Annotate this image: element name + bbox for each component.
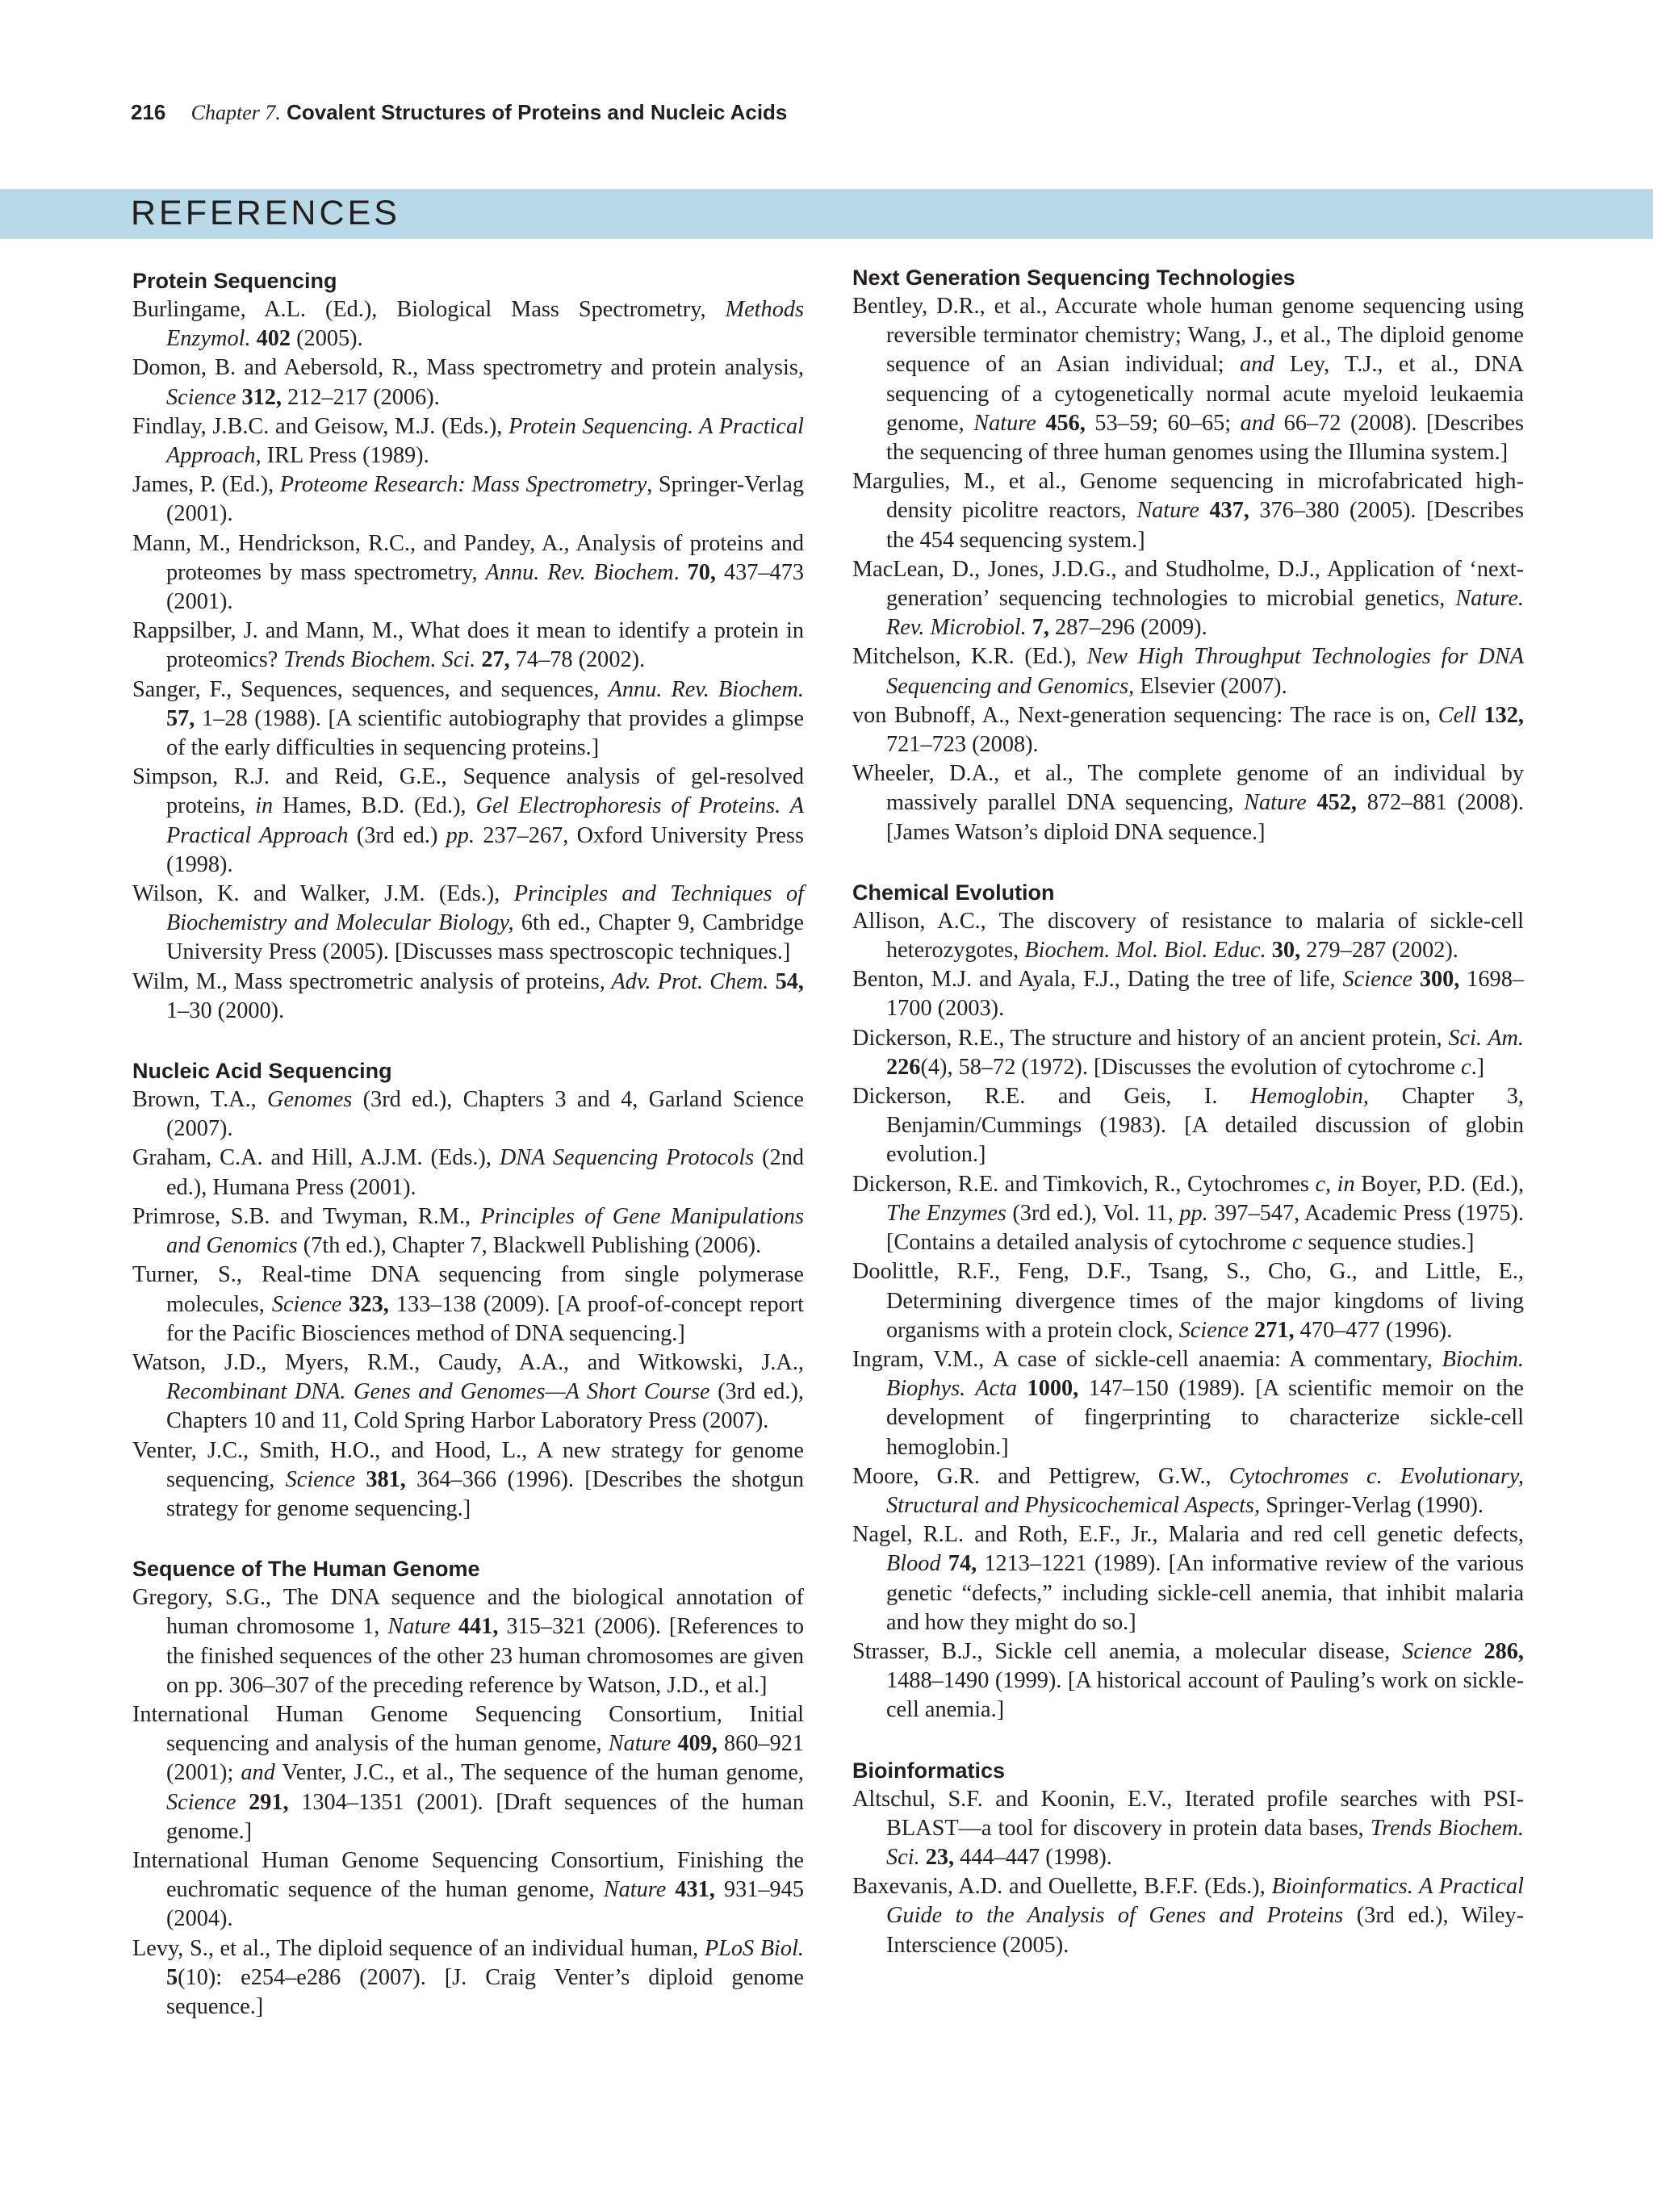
reference-entry: Rappsilber, J. and Mann, M., What does it mean to identify a protein in proteomics? Trends Biochem. Sci. 27, 74–78 (2002).	[132, 618, 804, 673]
reference-entry: Moore, G.R. and Pettigrew, G.W., Cytochromes c. Evolutionary, Structural and Physicochemical Aspects, Springer-Verlag (1990).	[852, 1463, 1525, 1518]
reference-entry: Dickerson, R.E. and Geis, I. Hemoglobin, Chapter 3, Benjamin/Cummings (1983). [A detailed discussion of globin evolution.]	[852, 1084, 1524, 1168]
section-heading: Sequence of The Human Genome	[132, 1557, 480, 1582]
reference-entry: Watson, J.D., Myers, R.M., Caudy, A.A., and Witkowski, J.A., Recombinant DNA. Genes and Genomes—A Short Course (3rd ed.), Chapters 10 and 11, Cold Spring Harbor Laboratory Press (2007).	[132, 1349, 805, 1434]
reference-entry: Nagel, R.L. and Roth, E.F., Jr., Malaria and red cell genetic defects, Blood 74, 1213–1221 (1989). [An informative review of the various genetic “defects,” including sickle-cell anemia, that inhibit malaria and how they might do so.]	[852, 1522, 1525, 1635]
left-column	[132, 266, 804, 2052]
section-heading: Protein Sequencing	[132, 269, 337, 293]
reference-entry: MacLean, D., Jones, J.D.G., and Studholme, D.J., Application of ‘next-generation’ sequencing technologies to microbial genetics, Nature. Rev. Microbiol. 7, 287–296 (2009).	[852, 556, 1524, 641]
reference-entry: Altschul, S.F. and Koonin, E.V., Iterated profile searches with PSI-BLAST—a tool for discovery in protein data bases, Trends Biochem. Sci. 23, 444–447 (1998).	[852, 1786, 1525, 1870]
reference-entry: Bentley, D.R., et al., Accurate whole human genome sequencing using reversible terminator chemistry; Wang, J., et al., The diploid genome sequence of an Asian individual; and Ley, T.J., et al., DNA sequencing of a cytogenetically normal acute myeloid leukaemia genome, Nature 456, 53–59; 60–65; and 66–72 (2008). [Describes the sequencing of three human genomes using the Illumina system.]	[852, 294, 1524, 466]
section-chemical-evolution	[852, 878, 1524, 1725]
section-heading: Bioinformatics	[852, 1758, 1006, 1783]
section-nucleic-acid-sequencing	[132, 1056, 804, 1524]
reference-entry: Doolittle, R.F., Feng, D.F., Tsang, S., Cho, G., and Little, E., Determining divergence times of the major kingdoms of living organisms with a protein clock, Science 271, 470–477 (1996).	[852, 1259, 1524, 1343]
section-title: REFERENCES	[131, 194, 400, 232]
section-heading: Chemical Evolution	[852, 880, 1055, 905]
reference-entry: Findlay, J.B.C. and Geisow, M.J. (Eds.), Protein Sequencing. A Practical Approach, IRL Press (1989).	[132, 413, 804, 469]
reference-entry: Mitchelson, K.R. (Ed.), New High Throughput Technologies for DNA Sequencing and Genomics, Elsevier (2007).	[852, 644, 1524, 699]
reference-entry: International Human Genome Sequencing Consortium, Initial sequencing and analysis of the human genome, Nature 409, 860–921 (2001); and Venter, J.C., et al., The sequence of the human genome, Science 291, 1304–1351 (2001). [Draft sequences of the human genome.]	[132, 1701, 805, 1844]
reference-entry: Benton, M.J. and Ayala, F.J., Dating the tree of life, Science 300, 1698–1700 (2003).	[852, 967, 1524, 1022]
reference-entry: Graham, C.A. and Hill, A.J.M. (Eds.), DNA Sequencing Protocols (2nd ed.), Humana Press (2001).	[132, 1145, 804, 1200]
chapter-title: Covalent Structures of Proteins and Nucleic Acids	[287, 100, 788, 124]
reference-entry: Domon, B. and Aebersold, R., Mass spectrometry and protein analysis, Science 312, 212–217 (2006).	[132, 355, 804, 410]
reference-entry: von Bubnoff, A., Next-generation sequencing: The race is on, Cell 132, 721–723 (2008).	[852, 702, 1524, 758]
reference-entry: Sanger, F., Sequences, sequences, and sequences, Annu. Rev. Biochem. 57, 1–28 (1988). [A scientific autobiography that provides a glimpse of the early difficulties in sequencing proteins.]	[132, 676, 805, 761]
section-next-generation-sequencing-technologies	[852, 263, 1524, 847]
page-number: 216	[131, 100, 166, 124]
reference-entry: Turner, S., Real-time DNA sequencing from single polymerase molecules, Science 323, 133–138 (2009). [A proof-of-concept report for the Pacific Biosciences method of DNA sequencing.]	[132, 1262, 805, 1346]
running-head	[131, 100, 787, 125]
reference-entry: Baxevanis, A.D. and Ouellette, B.F.F. (Eds.), Bioinformatics. A Practical Guide to the Analysis of Genes and Proteins (3rd ed.), Wiley-Interscience (2005).	[852, 1874, 1524, 1958]
reference-entry: Margulies, M., et al., Genome sequencing in microfabricated high-density picolitre reactors, Nature 437, 376–380 (2005). [Describes the 454 sequencing system.]	[852, 469, 1524, 553]
reference-entry: Allison, A.C., The discovery of resistance to malaria of sickle-cell heterozygotes, Biochem. Mol. Biol. Educ. 30, 279–287 (2002).	[852, 908, 1524, 964]
reference-entry: Burlingame, A.L. (Ed.), Biological Mass Spectrometry, Methods Enzymol. 402 (2005).	[132, 297, 804, 352]
reference-entry: Primrose, S.B. and Twyman, R.M., Principles of Gene Manipulations and Genomics (7th ed.), Chapter 7, Blackwell Publishing (2006).	[132, 1203, 804, 1259]
section-heading: Next Generation Sequencing Technologies	[852, 266, 1295, 290]
reference-entry: International Human Genome Sequencing Consortium, Finishing the euchromatic sequence of the human genome, Nature 431, 931–945 (2004).	[132, 1847, 804, 1932]
reference-entry: Gregory, S.G., The DNA sequence and the biological annotation of human chromosome 1, Nature 441, 315–321 (2006). [References to the finished sequences of the other 23 human chromosomes are given on pp. 306–307 of the preceding reference by Watson, J.D., et al.]	[132, 1585, 804, 1698]
reference-entry: Brown, T.A., Genomes (3rd ed.), Chapters 3 and 4, Garland Science (2007).	[132, 1087, 804, 1142]
reference-entry: Levy, S., et al., The diploid sequence of an individual human, PLoS Biol. 5(10): e254–e286 (2007). [J. Craig Venter’s diploid genome sequence.]	[132, 1935, 805, 2019]
right-column	[852, 263, 1524, 1991]
reference-entry: Dickerson, R.E., The structure and history of an ancient protein, Sci. Am. 226(4), 58–72 (1972). [Discusses the evolution of cytochrome c.]	[852, 1025, 1524, 1080]
reference-entry: Ingram, V.M., A case of sickle-cell anaemia: A commentary, Biochim. Biophys. Acta 1000, 147–150 (1989). [A scientific memoir on the development of fingerprinting to characterize sickle-cell hemoglobin.]	[852, 1346, 1524, 1460]
reference-entry: Venter, J.C., Smith, H.O., and Hood, L., A new strategy for genome sequencing, Science 381, 364–366 (1996). [Describes the shotgun strategy for genome sequencing.]	[132, 1437, 804, 1521]
reference-entry: James, P. (Ed.), Proteome Research: Mass Spectrometry, Springer-Verlag (2001).	[132, 472, 804, 527]
reference-entry: Wilson, K. and Walker, J.M. (Eds.), Principles and Techniques of Biochemistry and Molecular Biology, 6th ed., Chapter 9, Cambridge University Press (2005). [Discusses mass spectroscopic techniques.]	[132, 881, 804, 965]
reference-entry: Wheeler, D.A., et al., The complete genome of an individual by massively parallel DNA sequencing, Nature 452, 872–881 (2008). [James Watson’s diploid DNA sequence.]	[852, 761, 1524, 845]
reference-entry: Simpson, R.J. and Reid, G.E., Sequence analysis of gel-resolved proteins, in Hames, B.D. (Ed.), Gel Electrophoresis of Proteins. A Practical Approach (3rd ed.) pp. 237–267, Oxford University Press (1998).	[132, 764, 804, 877]
section-bioinformatics	[852, 1756, 1524, 1960]
section-protein-sequencing	[132, 266, 804, 1026]
section-heading: Nucleic Acid Sequencing	[132, 1059, 392, 1084]
reference-entry: Wilm, M., Mass spectrometric analysis of proteins, Adv. Prot. Chem. 54, 1–30 (2000).	[132, 968, 804, 1023]
reference-entry: Strasser, B.J., Sickle cell anemia, a molecular disease, Science 286, 1488–1490 (1999). [A historical account of Pauling’s work on sickle-cell anemia.]	[852, 1638, 1525, 1723]
chapter-label: Chapter 7.	[190, 101, 281, 124]
reference-entry: Dickerson, R.E. and Timkovich, R., Cytochromes c, in Boyer, P.D. (Ed.), The Enzymes (3rd ed.), Vol. 11, pp. 397–547, Academic Press (1975). [Contains a detailed analysis of cytochrome c sequence studies.]	[852, 1171, 1525, 1256]
section-sequence-of-the-human-genome	[132, 1554, 804, 2022]
reference-entry: Mann, M., Hendrickson, R.C., and Pandey, A., Analysis of proteins and proteomes by mass spectrometry, Annu. Rev. Biochem. 70, 437–473 (2001).	[132, 530, 804, 615]
